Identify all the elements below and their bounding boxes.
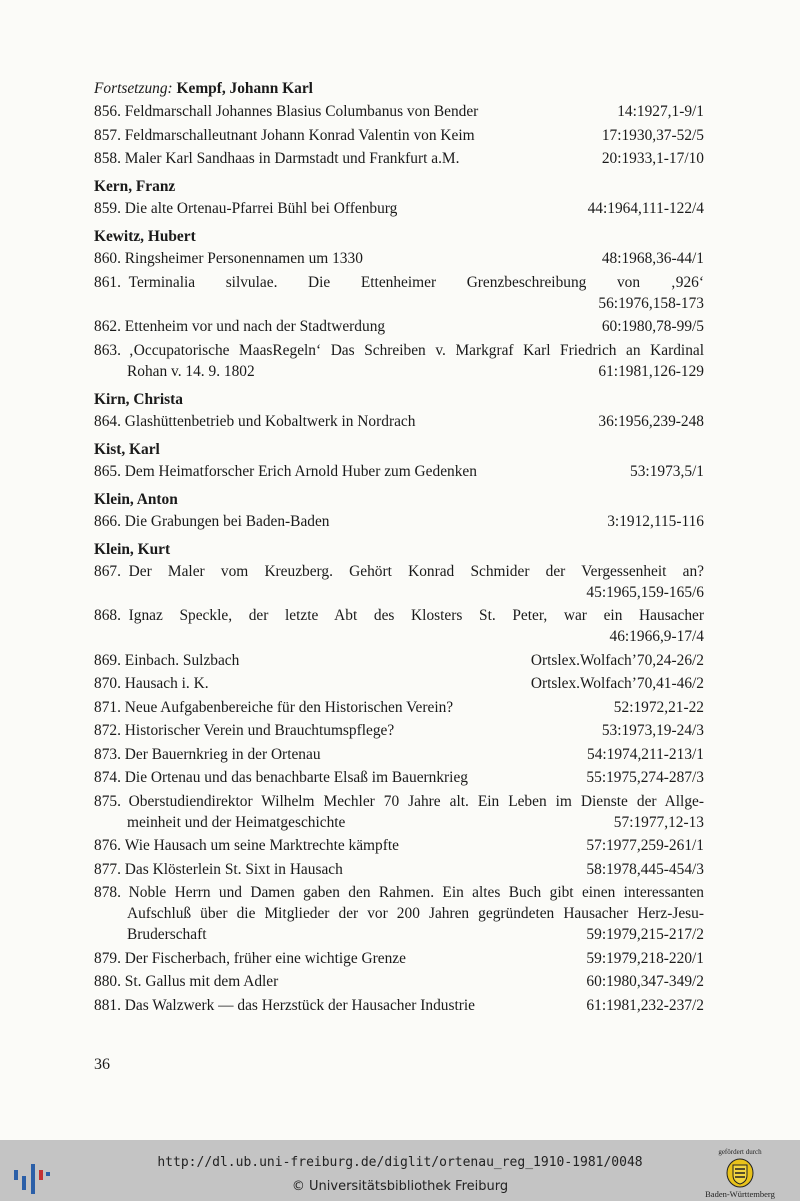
entry — [94, 971, 704, 992]
entry-reference: 60:1980,347-349/2 — [586, 973, 704, 990]
footer-url[interactable]: http://dl.ub.uni-freiburg.de/diglit/ortenau_reg_1910-1981/0048 — [157, 1155, 643, 1170]
entry-number: 872. — [94, 722, 121, 739]
author-heading: Kirn, Christa — [94, 390, 183, 408]
sponsor-name: Baden-Württemberg — [705, 1189, 775, 1199]
entry-first-line — [94, 340, 704, 361]
entry-title: Der Fischerbach, früher eine wichtige Grenze — [124, 949, 406, 967]
entry-title-line: Aufschluß über die Mitglieder der vor 200 Jahren gegründeten Hausacher Herz-Jesu- — [127, 905, 704, 922]
entry-reference: 17:1930,37-52/5 — [601, 126, 704, 144]
entry — [94, 791, 704, 833]
entry-reference: 57:1977,12-13 — [613, 813, 704, 831]
entry-title: Die Grabungen bei Baden-Baden — [124, 512, 330, 530]
entry-reference: 59:1979,218-220/1 — [586, 949, 704, 967]
entry-first-line — [94, 605, 704, 626]
entry-reference: 52:1972,21-22 — [613, 698, 704, 716]
author-heading: Klein, Kurt — [94, 540, 171, 558]
entry-reference: 59:1979,215-217/2 — [586, 926, 704, 943]
entry — [94, 744, 704, 765]
entry-title: Einbach. Sulzbach — [124, 651, 240, 669]
coat-of-arms-icon — [726, 1158, 754, 1188]
entry-title: St. Gallus mit dem Adler — [124, 973, 279, 990]
entry — [94, 125, 704, 146]
bibliography-text — [94, 78, 704, 1018]
entry-reference: 44:1964,111-122/4 — [587, 200, 704, 217]
entry-number: 862. — [94, 318, 121, 335]
entry-reference: Ortslex.Wolfach’70,41-46/2 — [530, 675, 704, 692]
footer-bar — [0, 1140, 800, 1201]
entry-number: 859. — [94, 200, 121, 217]
entry-number: 861. — [94, 273, 121, 291]
entry-title: Die alte Ortenau-Pfarrei Bühl bei Offenburg — [124, 200, 398, 217]
entry — [94, 673, 704, 694]
entry — [94, 697, 704, 718]
sponsor-label: gefördert durch — [718, 1148, 762, 1156]
entry-title-line: Terminalia silvulae. Die Ettenheimer Grenzbeschreibung von ‚926‘ — [128, 273, 704, 291]
entry — [94, 605, 704, 647]
entry — [94, 411, 704, 432]
entry-reference: 60:1980,78-99/5 — [601, 318, 704, 335]
author-heading: Kewitz, Hubert — [94, 228, 196, 245]
entry-number: 858. — [94, 150, 121, 167]
entry — [94, 720, 704, 741]
entry-title: Hausach i. K. — [124, 675, 209, 692]
entry — [94, 650, 704, 671]
author-heading: Kern, Franz — [94, 178, 176, 195]
entry-number: 864. — [94, 412, 121, 430]
footer-copyright: © Universitätsbibliothek Freiburg — [291, 1179, 509, 1194]
entry-reference: Ortslex.Wolfach’70,24-26/2 — [530, 651, 704, 669]
entry-title-line: Ignaz Speckle, der letzte Abt des Klosters St. Peter, war ein Hausacher — [128, 607, 704, 624]
page-number: 36 — [94, 1056, 110, 1073]
entry-reference: 58:1978,445-454/3 — [586, 860, 704, 878]
entry-title-line: Noble Herrn und Damen gaben den Rahmen. Ein altes Buch gibt einen interessanten — [128, 884, 704, 901]
entry-title-line: Oberstudiendirektor Wilhelm Mechler 70 Jahre alt. Ein Leben im Dienste der Allge- — [128, 792, 704, 810]
entry-title: Dem Heimatforscher Erich Arnold Huber zum Gedenken — [124, 462, 477, 480]
entry-reference: 61:1981,232-237/2 — [586, 996, 704, 1014]
entry — [94, 835, 704, 856]
entry-reference: 56:1976,158-173 — [598, 294, 704, 312]
entry-reference: 46:1966,9-17/4 — [609, 628, 704, 645]
entry-title: Feldmarschalleutnant Johann Konrad Valentin von Keim — [124, 126, 475, 144]
entry — [94, 198, 704, 219]
entry-number: 875. — [94, 792, 121, 810]
entry-title: Die Ortenau und das benachbarte Elsaß im Bauernkrieg — [124, 769, 468, 786]
entry-last-line — [94, 361, 704, 382]
entry — [94, 948, 704, 969]
entry-reference: 57:1977,259-261/1 — [586, 837, 704, 854]
entry-number: 879. — [94, 949, 121, 967]
entry-number: 860. — [94, 250, 121, 267]
entry-reference: 20:1933,1-17/10 — [601, 150, 704, 167]
entry-reference: 53:1973,19-24/3 — [601, 722, 704, 739]
entry-number: 876. — [94, 837, 121, 854]
entry-number: 856. — [94, 103, 121, 120]
entry-reference: 36:1956,239-248 — [598, 412, 704, 430]
entry — [94, 767, 704, 788]
entry-title-line: Rohan v. 14. 9. 1802 — [127, 362, 255, 380]
entry-last-line — [94, 812, 704, 833]
entry — [94, 148, 704, 169]
entry-title: Ringsheimer Personennamen um 1330 — [124, 250, 363, 267]
author-heading: Klein, Anton — [94, 490, 178, 508]
sponsor-logo — [690, 1144, 790, 1200]
entry-number: 878. — [94, 884, 121, 901]
entry — [94, 272, 704, 314]
continuation-header — [94, 78, 704, 99]
entry-title: Das Klösterlein St. Sixt in Hausach — [124, 860, 343, 878]
entry-title-line: ‚Occupatorische MaasRegeln‘ Das Schreiben v. Markgraf Karl Friedrich an Kardinal — [128, 341, 704, 359]
author-heading: Kist, Karl — [94, 440, 160, 458]
entry-number: 880. — [94, 973, 121, 990]
entry-number: 865. — [94, 462, 121, 480]
continuation-author: Kempf, Johann Karl — [176, 80, 313, 97]
entry — [94, 248, 704, 269]
entry — [94, 882, 704, 945]
entry-first-line — [94, 561, 704, 582]
entry-title: Feldmarschall Johannes Blasius Columbanus von Bender — [124, 103, 479, 120]
entry-number: 877. — [94, 860, 121, 878]
entry — [94, 511, 704, 532]
entry-reference: 48:1968,36-44/1 — [601, 250, 704, 267]
entry — [94, 316, 704, 337]
entry-first-line — [94, 791, 704, 812]
entry-number: 868. — [94, 607, 121, 624]
entry-reference: 14:1927,1-9/1 — [617, 103, 704, 120]
entry-title: Neue Aufgabenbereiche für den Historischen Verein? — [124, 698, 454, 716]
entry-title: Historischer Verein und Brauchtumspflege? — [124, 722, 395, 739]
entry-reference: 53:1973,5/1 — [630, 462, 704, 480]
entry-title: Ettenheim vor und nach der Stadtwerdung — [124, 318, 386, 335]
entry-title-line: Bruderschaft — [127, 926, 207, 943]
entry-reference: 45:1965,159-165/6 — [586, 583, 704, 601]
entry — [94, 340, 704, 382]
entry-title: Glashüttenbetrieb und Kobaltwerk in Nordrach — [124, 412, 416, 430]
entry-title-line: meinheit und der Heimatgeschichte — [127, 813, 346, 831]
entry-last-line — [94, 924, 704, 945]
entry-reference: 55:1975,274-287/3 — [586, 769, 704, 786]
entry — [94, 561, 704, 603]
entry-number: 871. — [94, 698, 121, 716]
entry-reference: 61:1981,126-129 — [598, 362, 704, 380]
entry-number: 873. — [94, 745, 121, 763]
entry-number: 870. — [94, 675, 121, 692]
entry — [94, 101, 704, 122]
entry-reference: 3:1912,115-116 — [607, 512, 704, 530]
entry-number: 881. — [94, 996, 121, 1014]
entry-number: 874. — [94, 769, 121, 786]
entry-first-line — [94, 882, 704, 903]
entry-number: 869. — [94, 651, 121, 669]
entry-number: 863. — [94, 341, 121, 359]
entry-first-line — [94, 272, 704, 293]
entry-title: Der Bauernkrieg in der Ortenau — [124, 745, 321, 763]
entry-number: 857. — [94, 126, 121, 144]
continuation-label: Fortsetzung: — [94, 80, 173, 97]
entry — [94, 461, 704, 482]
entry-title: Das Walzwerk — das Herzstück der Hausacher Industrie — [124, 996, 475, 1014]
entry — [94, 995, 704, 1016]
entry-number: 866. — [94, 512, 121, 530]
entry — [94, 859, 704, 880]
entry-number: 867. — [94, 562, 121, 580]
entry-title: Maler Karl Sandhaas in Darmstadt und Frankfurt a.M. — [124, 150, 460, 167]
entry-title: Wie Hausach um seine Marktrechte kämpfte — [124, 837, 399, 854]
entry-title-line: Der Maler vom Kreuzberg. Gehört Konrad Schmider der Vergessenheit an? — [128, 562, 704, 580]
entry-reference: 54:1974,211-213/1 — [587, 745, 704, 763]
